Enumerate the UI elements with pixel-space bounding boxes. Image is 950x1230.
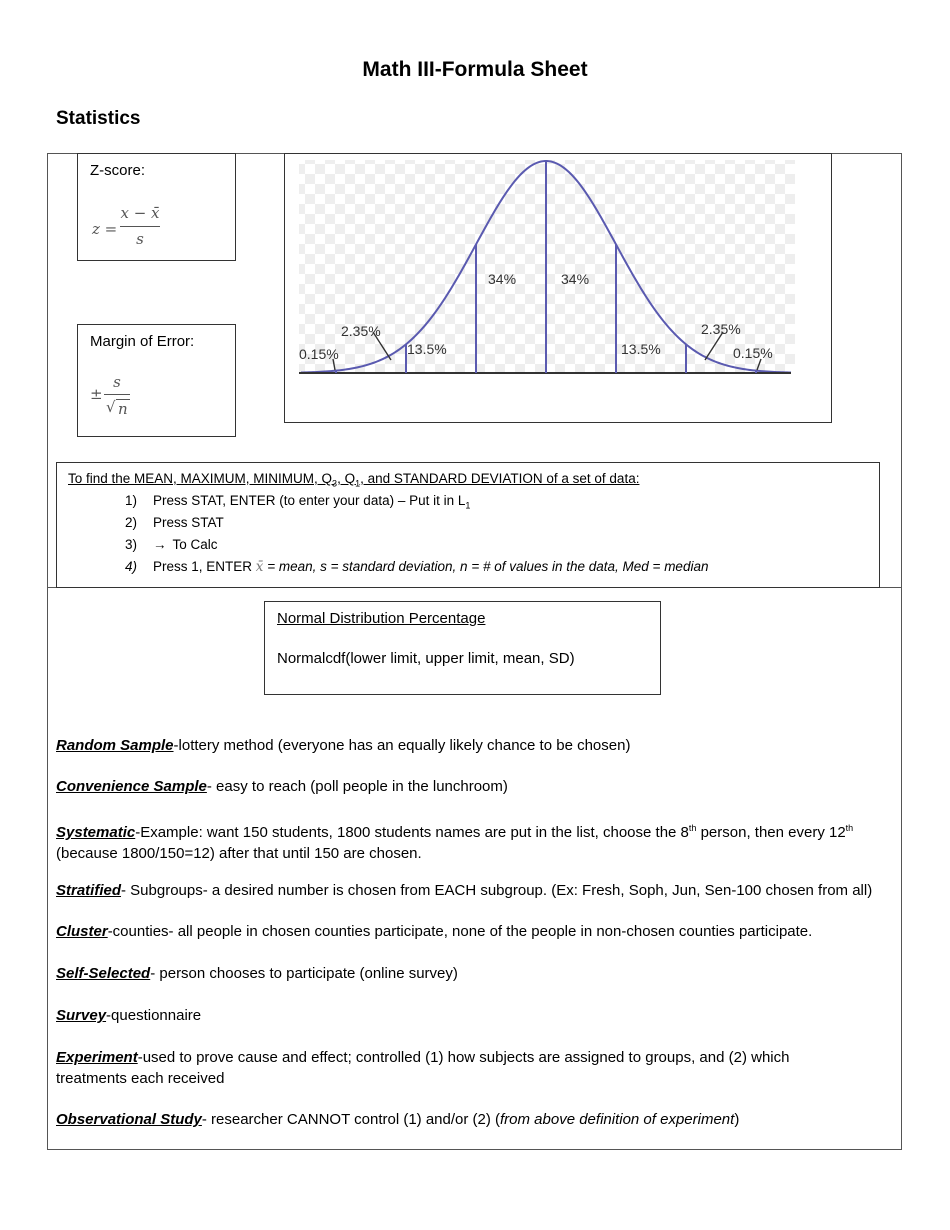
step-text: Press 1, ENTER: [153, 559, 253, 574]
step-item: [125, 493, 470, 511]
definition-text: -questionnaire: [106, 1007, 202, 1024]
definition-term: Survey: [56, 1007, 107, 1024]
definition-experiment: [56, 1047, 831, 1089]
steps-heading-sub: 1: [355, 478, 361, 489]
steps-heading-part: To find the MEAN, MAXIMUM, MINIMUM, Q: [68, 471, 333, 486]
definition-cluster: [56, 921, 896, 942]
label-left-2.35: 2.35%: [341, 323, 381, 339]
definition-random: [56, 735, 896, 756]
step-text: = mean, s = standard deviation, n = # of values in the data, Med = median: [267, 559, 709, 574]
definition-text: - person chooses to participate (online survey): [150, 965, 458, 982]
zscore-denominator: s: [136, 230, 144, 248]
label-left-0.15: 0.15%: [299, 346, 339, 362]
definition-text: - Subgroups- a desired number is chosen from EACH subgroup. (Ex: Fresh, Soph, Jun, Sen-100 chosen from all): [121, 882, 873, 899]
definition-stratified: [56, 880, 906, 901]
step-sub: 1: [465, 500, 471, 511]
definition-term: Convenience Sample: [56, 778, 207, 795]
margin-denominator: n: [118, 400, 128, 418]
steps-heading-sub: 3: [332, 478, 338, 489]
steps-heading-part: , and STANDARD DEVIATION of a set of data:: [360, 471, 640, 486]
zscore-fraction-bar: [120, 226, 160, 227]
zscore-label: Z-score:: [90, 162, 146, 179]
zscore-lhs: z =: [92, 220, 118, 238]
normal-distribution-box: [264, 601, 661, 695]
normal-curve-svg: [285, 154, 831, 422]
definition-text: (because 1800/150=12) after that until 150 are chosen.: [56, 845, 422, 862]
definition-term: Stratified: [56, 882, 122, 899]
step-item: [125, 515, 224, 530]
step-item: [125, 537, 218, 552]
step-number: 2): [125, 515, 138, 530]
arrow-right-icon: →: [153, 537, 167, 552]
section-heading: Statistics: [56, 108, 141, 129]
definition-italic: from above definition of experiment: [500, 1111, 735, 1128]
margin-numerator: s: [113, 373, 121, 391]
step-item: [125, 559, 708, 575]
definition-convenience: [56, 776, 896, 797]
definition-text: ): [734, 1111, 740, 1128]
ordinal-suffix: th: [845, 823, 854, 833]
page-title: Math III-Formula Sheet: [362, 58, 588, 81]
definition-text: -used to prove cause and effect; controlled (1) how subjects are assigned to groups, and (2) which treatments each received: [56, 1049, 790, 1087]
definition-text: - researcher CANNOT control (1) and/or (2) (: [201, 1111, 501, 1128]
step-text: To Calc: [172, 537, 218, 552]
step-text: Press STAT: [153, 515, 224, 530]
normal-curve-chart: [284, 153, 832, 423]
definition-text: -counties- all people in chosen counties participate, none of the people in non-chosen counties participate.: [107, 923, 813, 940]
label-left-13.5: 13.5%: [407, 341, 447, 357]
normal-formula: Normalcdf(lower limit, upper limit, mean, SD): [277, 650, 575, 667]
step-number: 1): [125, 493, 138, 508]
label-right-2.35: 2.35%: [701, 321, 741, 337]
definition-self-selected: [56, 963, 896, 984]
xbar-symbol: x̄: [255, 559, 264, 575]
definition-text: -lottery method (everyone has an equally likely chance to be chosen): [173, 737, 631, 754]
label-right-34: 34%: [561, 271, 590, 287]
zscore-numerator: x − x̄: [120, 204, 160, 222]
definition-term: Experiment: [56, 1049, 138, 1066]
calculator-steps-box: [56, 462, 880, 588]
definition-text: - easy to reach (poll people in the lunchroom): [206, 778, 508, 795]
step-text: Press STAT, ENTER (to enter your data) – Put it in L: [153, 493, 466, 508]
definition-survey: [56, 1005, 896, 1026]
margin-label: Margin of Error:: [90, 333, 195, 350]
margin-fraction-bar: [104, 394, 130, 395]
steps-heading-part: , Q: [337, 471, 356, 486]
margin-pm: ±: [90, 385, 103, 403]
zscore-box: [77, 153, 236, 261]
label-right-0.15: 0.15%: [733, 345, 773, 361]
normal-title: Normal Distribution Percentage: [277, 610, 486, 627]
label-left-34: 34%: [488, 271, 517, 287]
step-number: 3): [125, 537, 138, 552]
definition-systematic: [56, 818, 901, 864]
definition-observational: [56, 1109, 896, 1130]
definition-term: Systematic: [56, 824, 136, 841]
definition-term: Observational Study: [56, 1111, 202, 1128]
definition-term: Self-Selected: [56, 965, 151, 982]
definition-text: -Example: want 150 students, 1800 students names are put in the list, choose the 8: [135, 824, 689, 841]
definition-term: Cluster: [56, 923, 108, 940]
definition-text: person, then every 12: [696, 824, 846, 841]
steps-heading: [68, 471, 639, 489]
step-number: 4): [125, 559, 138, 574]
sqrt-icon: √: [106, 398, 116, 416]
margin-of-error-box: [77, 324, 236, 437]
label-right-13.5: 13.5%: [621, 341, 661, 357]
ordinal-suffix: th: [688, 823, 697, 833]
definition-term: Random Sample: [56, 737, 174, 754]
